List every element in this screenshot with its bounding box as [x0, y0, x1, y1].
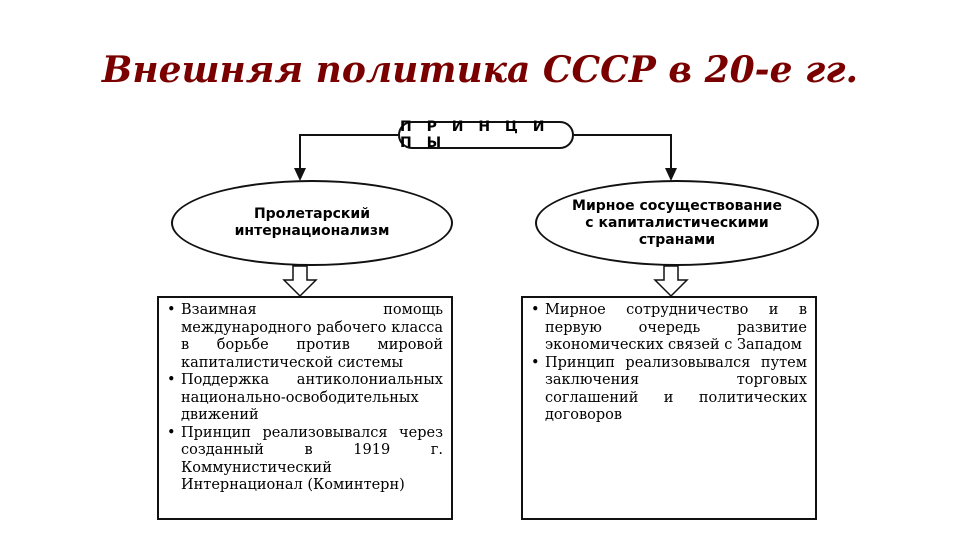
list-item: • Взаимная помощь международного рабочего класса в борьбе против мировой капиталистической системы [167, 302, 443, 371]
oval-peaceful-coexistence [535, 180, 819, 266]
bullet-icon: • [167, 302, 176, 318]
list-item: • Принцип реализовывался через созданный в 1919 г. Коммунистический Интернационал (Коминтерн) [167, 424, 443, 493]
arrowhead-left [294, 168, 306, 181]
bullet-icon: • [531, 354, 540, 371]
box-left-details [157, 296, 453, 520]
right-bullet-list [531, 302, 807, 425]
slide-title: Внешняя политика СССР в 20-е гг. [101, 49, 859, 91]
box-right-details [521, 296, 817, 520]
oval-proletarian-internationalism [171, 180, 453, 266]
bullet-icon: • [531, 302, 540, 318]
connector-right [574, 135, 671, 172]
oval-right-text: Мирное сосуществование с капиталистическими странами [572, 197, 782, 248]
principles-label: П Р И Н Ц И П Ы [398, 121, 574, 149]
list-item: • Принцип реализовывался путем заключения торговых соглашений и политических договоров [531, 354, 807, 423]
connector-left [300, 135, 398, 172]
bullet-icon: • [167, 372, 176, 388]
list-item: • Мирное сотрудничество и в первую очередь развитие экономических связей с Западом [531, 302, 807, 353]
oval-left-text: Пролетарский интернационализм [234, 206, 390, 239]
hollow-arrow-left [284, 266, 316, 296]
bullet-icon: • [167, 424, 176, 441]
left-bullet-list [167, 302, 443, 495]
hollow-arrow-right [655, 266, 687, 296]
list-item: • Поддержка антиколониальных национально-освободительных движений [167, 372, 443, 423]
